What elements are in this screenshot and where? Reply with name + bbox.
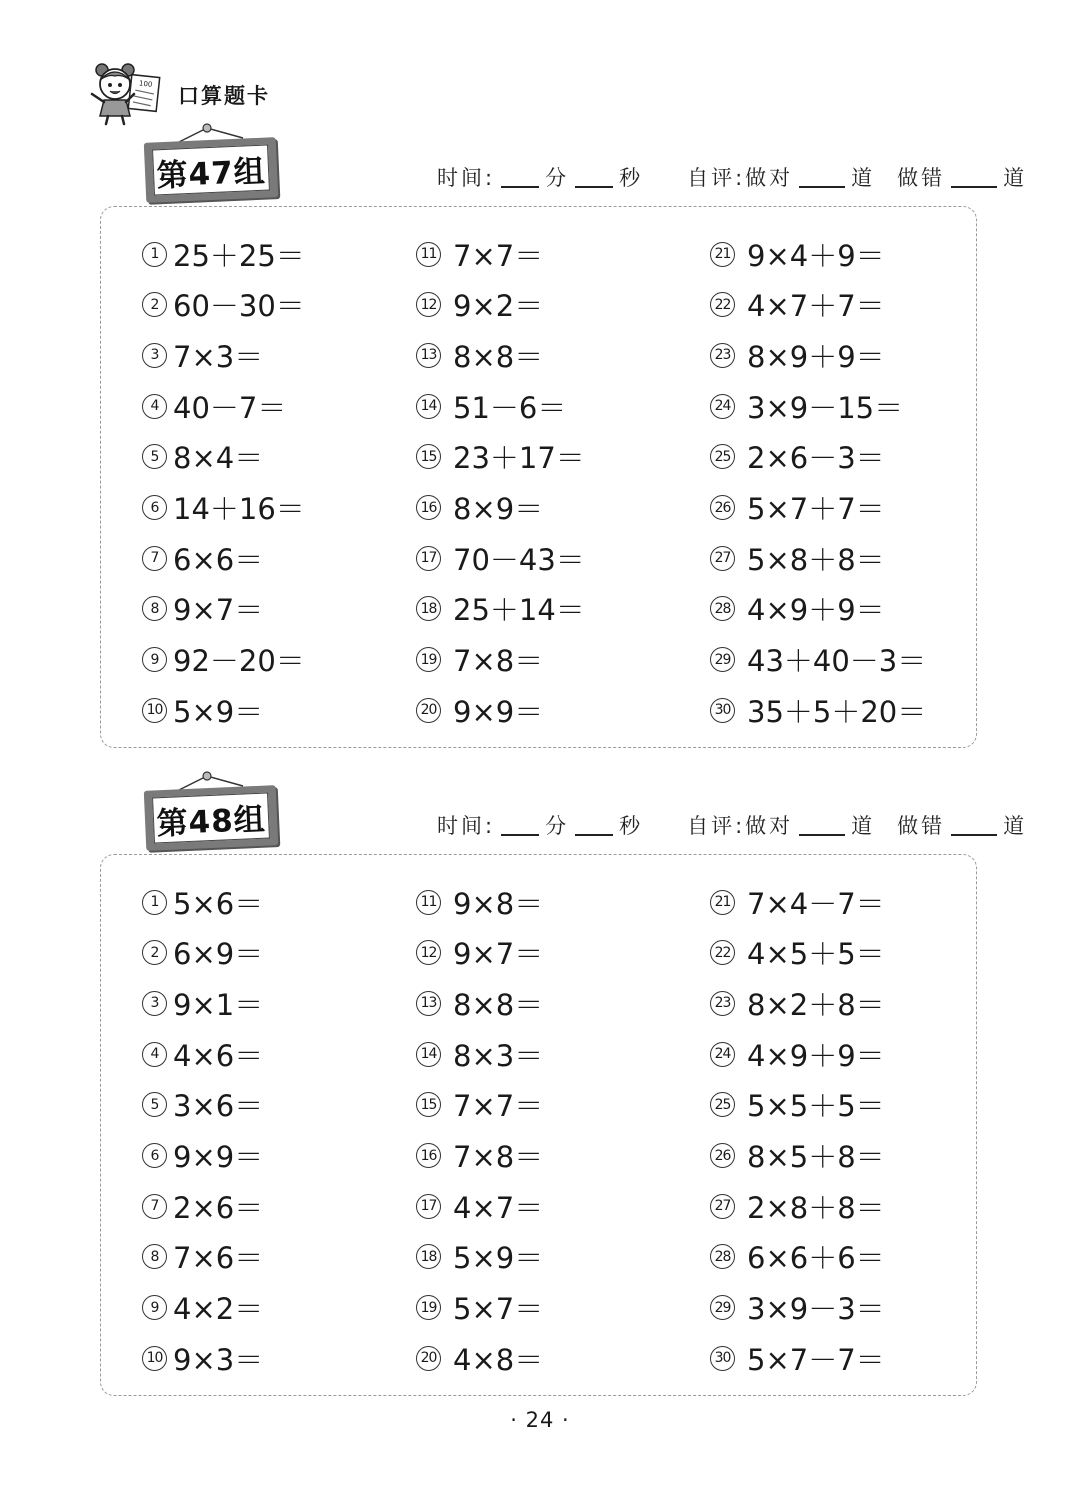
problem-expression: 4×2＝ [173, 1292, 264, 1327]
problem-item [710, 1034, 885, 1074]
minutes-label: 分 [545, 166, 570, 190]
problem-expression: 9×1＝ [173, 987, 264, 1022]
problem-item [142, 1288, 263, 1328]
problem-item [710, 640, 926, 680]
minutes-blank[interactable] [501, 166, 539, 188]
problem-expression: 5×9＝ [453, 1241, 544, 1276]
problem-number: 6 [142, 495, 167, 520]
problem-item [416, 538, 585, 578]
self-eval-label: 自评:做对 [687, 166, 794, 190]
problem-number: 13 [416, 991, 441, 1016]
problem-number: 15 [416, 444, 441, 469]
problem-number: 12 [416, 292, 441, 317]
problem-item [710, 690, 926, 730]
problem-expression: 8×3＝ [453, 1038, 544, 1073]
problem-item [142, 386, 286, 426]
problem-item [416, 437, 585, 477]
problem-expression: 9×3＝ [173, 1342, 264, 1377]
problem-expression: 25＋25＝ [173, 238, 305, 273]
paper-score: 100 [138, 79, 153, 89]
problem-number: 21 [710, 242, 735, 267]
questions-label-2: 道 [1003, 166, 1028, 190]
problem-number: 22 [710, 292, 735, 317]
seconds-label: 秒 [619, 166, 644, 190]
problem-expression: 2×8＋8＝ [747, 1190, 885, 1225]
problem-number: 20 [416, 698, 441, 723]
problem-number: 3 [142, 991, 167, 1016]
problem-number: 29 [710, 647, 735, 672]
problem-number: 16 [416, 1143, 441, 1168]
problem-item [710, 234, 885, 274]
problem-number: 17 [416, 546, 441, 571]
problem-item [710, 1237, 885, 1277]
problem-item [710, 386, 903, 426]
problem-expression: 8×2＋8＝ [747, 987, 885, 1022]
problem-item [416, 640, 543, 680]
problem-number: 30 [710, 1346, 735, 1371]
problem-number: 7 [142, 546, 167, 571]
problem-number: 15 [416, 1092, 441, 1117]
problem-expression: 7×4－7＝ [747, 886, 885, 921]
problem-number: 14 [416, 1042, 441, 1067]
problem-number: 20 [416, 1346, 441, 1371]
problem-number: 5 [142, 444, 167, 469]
problem-item [142, 690, 263, 730]
problem-expression: 2×6＝ [173, 1190, 264, 1225]
problem-expression: 9×4＋9＝ [747, 238, 885, 273]
problem-number: 6 [142, 1143, 167, 1168]
problem-item [710, 589, 885, 629]
problem-expression: 3×9－15＝ [747, 390, 904, 425]
problem-number: 18 [416, 596, 441, 621]
problem-expression: 7×7＝ [453, 238, 544, 273]
problem-item [416, 488, 543, 528]
problem-expression: 8×9＋9＝ [747, 339, 885, 374]
problem-number: 28 [710, 596, 735, 621]
problem-item [142, 1085, 263, 1125]
problem-number: 21 [710, 890, 735, 915]
problem-item [142, 589, 263, 629]
problem-number: 28 [710, 1244, 735, 1269]
problem-expression: 7×8＝ [453, 644, 544, 679]
problem-number: 30 [710, 698, 735, 723]
questions-label-2: 道 [1003, 814, 1028, 838]
wrong-count-blank[interactable] [951, 814, 997, 836]
problem-number: 12 [416, 940, 441, 965]
problem-item [416, 1085, 543, 1125]
problem-item [142, 437, 263, 477]
problem-number: 25 [710, 444, 735, 469]
problem-number: 3 [142, 343, 167, 368]
problem-number: 4 [142, 1042, 167, 1067]
problem-item [142, 933, 263, 973]
problem-number: 8 [142, 596, 167, 621]
problem-expression: 5×6＝ [173, 886, 264, 921]
problem-item [142, 538, 263, 578]
problem-number: 17 [416, 1194, 441, 1219]
problem-item [142, 640, 305, 680]
problem-number: 19 [416, 1295, 441, 1320]
group-title: 第48组 [152, 792, 270, 843]
problem-item [416, 1136, 543, 1176]
problem-number: 8 [142, 1244, 167, 1269]
seconds-blank[interactable] [575, 814, 613, 836]
problem-item [416, 335, 543, 375]
group-sign [145, 120, 290, 206]
problem-expression: 92－20＝ [173, 644, 305, 679]
problem-expression: 4×6＝ [173, 1038, 264, 1073]
problem-number: 16 [416, 495, 441, 520]
problem-number: 9 [142, 647, 167, 672]
problem-expression: 9×9＝ [173, 1140, 264, 1174]
problem-expression: 40－7＝ [173, 390, 287, 425]
problem-number: 1 [142, 890, 167, 915]
problem-expression: 9×2＝ [453, 289, 544, 324]
questions-label: 道 [851, 166, 876, 190]
problem-expression: 5×7－7＝ [747, 1342, 885, 1377]
problem-expression: 6×9＝ [173, 937, 264, 972]
problem-item [710, 488, 885, 528]
problem-number: 23 [710, 343, 735, 368]
problem-number: 2 [142, 292, 167, 317]
problem-expression: 3×6＝ [173, 1089, 264, 1124]
problem-item [142, 1034, 263, 1074]
time-label: 时间: [437, 814, 496, 838]
problem-number: 11 [416, 890, 441, 915]
problem-item [710, 882, 885, 922]
problem-item [416, 285, 543, 325]
problem-expression: 9×7＝ [453, 937, 544, 972]
problem-item [142, 285, 305, 325]
problem-item [142, 1237, 263, 1277]
problem-item [710, 538, 885, 578]
girl-holding-test-paper-icon [88, 58, 168, 128]
problem-number: 1 [142, 242, 167, 267]
problem-expression: 60－30＝ [173, 289, 305, 324]
problem-item [416, 589, 585, 629]
problem-item [416, 933, 543, 973]
seconds-blank[interactable] [575, 166, 613, 188]
problem-expression: 23＋17＝ [453, 441, 585, 476]
problem-number: 25 [710, 1092, 735, 1117]
group-title: 第47组 [152, 144, 270, 195]
problem-item [710, 1338, 885, 1378]
problem-item [710, 437, 885, 477]
problem-item [416, 1338, 543, 1378]
problem-number: 10 [142, 698, 167, 723]
problem-item [416, 1034, 543, 1074]
problem-item [142, 335, 263, 375]
problem-number: 26 [710, 495, 735, 520]
page-title: 口算题卡 [178, 84, 270, 108]
problem-item [710, 1085, 885, 1125]
wrong-label: 做错 [897, 814, 946, 838]
problem-number: 22 [710, 940, 735, 965]
page-number: · 24 · [510, 1408, 570, 1432]
problem-number: 5 [142, 1092, 167, 1117]
problem-item [142, 1338, 263, 1378]
problem-item [142, 882, 263, 922]
problem-expression: 5×5＋5＝ [747, 1089, 885, 1124]
problem-number: 7 [142, 1194, 167, 1219]
problem-number: 11 [416, 242, 441, 267]
problem-number: 18 [416, 1244, 441, 1269]
problem-expression: 8×9＝ [453, 492, 544, 526]
problem-item [142, 1186, 263, 1226]
problem-item [142, 488, 305, 528]
problem-expression: 4×7＝ [453, 1190, 544, 1225]
problem-expression: 5×7＋7＝ [747, 492, 885, 526]
problem-number: 2 [142, 940, 167, 965]
problem-expression: 8×5＋8＝ [747, 1140, 885, 1174]
problem-expression: 4×8＝ [453, 1342, 544, 1377]
problem-number: 27 [710, 546, 735, 571]
correct-count-blank[interactable] [799, 814, 845, 836]
problem-number: 27 [710, 1194, 735, 1219]
minutes-blank[interactable] [501, 814, 539, 836]
problem-item [416, 882, 543, 922]
wrong-count-blank[interactable] [951, 166, 997, 188]
problem-expression: 4×9＋9＝ [747, 1038, 885, 1073]
problem-item [142, 983, 263, 1023]
questions-label: 道 [851, 814, 876, 838]
wrong-label: 做错 [897, 166, 946, 190]
problem-expression: 8×4＝ [173, 441, 264, 476]
problem-number: 26 [710, 1143, 735, 1168]
problem-expression: 8×8＝ [453, 339, 544, 374]
problem-expression: 7×7＝ [453, 1089, 544, 1124]
score-info-line [437, 162, 1027, 192]
problem-number: 9 [142, 1295, 167, 1320]
page-header [88, 58, 270, 128]
problem-expression: 25＋14＝ [453, 593, 585, 628]
score-info-line [437, 810, 1027, 840]
problem-number: 29 [710, 1295, 735, 1320]
problem-expression: 4×9＋9＝ [747, 593, 885, 628]
problem-item [416, 234, 543, 274]
problem-item [710, 1288, 885, 1328]
self-eval-label: 自评:做对 [687, 814, 794, 838]
problem-expression: 5×8＋8＝ [747, 542, 885, 577]
problem-item [416, 690, 543, 730]
problem-number: 24 [710, 394, 735, 419]
problem-item [710, 285, 885, 325]
seconds-label: 秒 [619, 814, 644, 838]
problem-number: 10 [142, 1346, 167, 1371]
problem-number: 14 [416, 394, 441, 419]
problem-item [142, 1136, 263, 1176]
problem-expression: 5×9＝ [173, 694, 264, 729]
minutes-label: 分 [545, 814, 570, 838]
problem-expression: 7×6＝ [173, 1241, 264, 1276]
problem-expression: 3×9－3＝ [747, 1292, 885, 1327]
problem-expression: 5×7＝ [453, 1292, 544, 1327]
problem-item [416, 386, 566, 426]
problem-item [710, 1136, 885, 1176]
problem-item [416, 983, 543, 1023]
problem-expression: 6×6＋6＝ [747, 1241, 885, 1276]
problem-expression: 7×3＝ [173, 339, 264, 374]
problem-expression: 35＋5＋20＝ [747, 694, 927, 729]
problem-expression: 9×9＝ [453, 694, 544, 729]
problem-number: 23 [710, 991, 735, 1016]
problem-number: 4 [142, 394, 167, 419]
problem-item [710, 335, 885, 375]
problem-expression: 6×6＝ [173, 542, 264, 577]
problem-item [416, 1288, 543, 1328]
time-label: 时间: [437, 166, 496, 190]
problem-expression: 70－43＝ [453, 542, 585, 577]
problem-item [142, 234, 305, 274]
problem-number: 19 [416, 647, 441, 672]
problem-expression: 9×7＝ [173, 593, 264, 628]
group-sign [145, 768, 290, 854]
correct-count-blank[interactable] [799, 166, 845, 188]
problem-number: 24 [710, 1042, 735, 1067]
problem-expression: 9×8＝ [453, 886, 544, 921]
problem-expression: 43＋40－3＝ [747, 644, 927, 679]
problem-expression: 2×6－3＝ [747, 441, 885, 476]
problem-item [710, 983, 885, 1023]
problem-number: 13 [416, 343, 441, 368]
problem-expression: 4×5＋5＝ [747, 937, 885, 972]
problem-item [416, 1186, 543, 1226]
problem-expression: 51－6＝ [453, 390, 567, 425]
problem-item [416, 1237, 543, 1277]
problem-expression: 4×7＋7＝ [747, 289, 885, 324]
problem-expression: 8×8＝ [453, 987, 544, 1022]
problem-expression: 7×8＝ [453, 1140, 544, 1174]
problem-item [710, 933, 885, 973]
problem-expression: 14＋16＝ [173, 492, 305, 526]
problem-item [710, 1186, 885, 1226]
